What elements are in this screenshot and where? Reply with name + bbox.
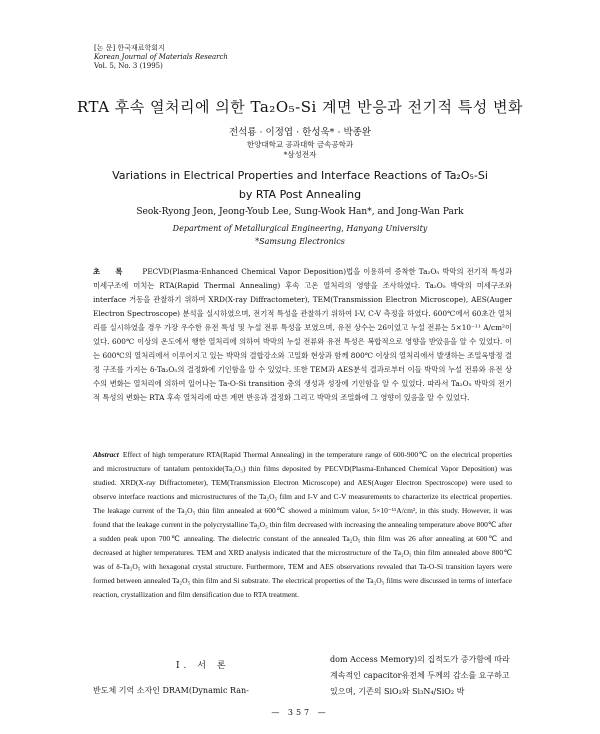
- affiliation-korean: [0, 140, 600, 160]
- abstract-korean-label: 초 록: [93, 267, 129, 276]
- affiliation-english: [0, 222, 600, 248]
- section-heading-introduction: Ⅰ. 서 론: [176, 661, 230, 671]
- abstract-english-label: Abstract: [93, 450, 119, 459]
- title-korean: RTA 후속 열처리에 의한 Ta₂O₅-Si 계면 반응과 전기적 특성 변화: [76, 98, 523, 116]
- authors-korean: 전석룡 · 이정엽 · 한성욱* · 박종완: [228, 127, 372, 138]
- affiliation-korean-line1: 한양대학교 공과대학 금속공학과: [246, 140, 354, 149]
- page-number-text: — 357 —: [271, 708, 329, 717]
- page-number: [0, 708, 600, 717]
- title-english: [0, 166, 600, 204]
- abstract-english-text: Effect of high temperature RTA(Rapid Thermal Annealing) in the temperature range of 600-900℃ on the electrical properties and microstructure of tantalum pentoxide(Ta₂O₅) thin films deposited by PECVD(Plasma-Enhanced Chemical Vapor Deposition) was studied. XRD(X-ray Diffractometer), TEM(Transmission Electron Microscope) and AES(Auger Electron Spectroscope) were used to observe interface reactions and microstructures of the Ta₂O₅ film and I-V and C-V measurements to characterize its electrical properties. The leakage current of the Ta₂O₅ thin film annealed at 600℃ showed a minimum value, 5×10⁻¹¹A/cm², in this study. However, it was found that the leakage current in the polycrystalline Ta₂O₅ thin film decreased with increasing the annealing temperature above 800℃ after a sudden peak upon 700℃ annealing. The dielectric constant of the annealed Ta₂O₅ thin film was 26 after annealing at 600℃ and decreased at higher temperatures. TEM and XRD analysis indicated that the microstructure of the Ta₂O₅ thin film annealed above 800℃ was of δ-Ta₂O₅ with hexagonal crystal structure. Furthermore, TEM and AES observations revealed that Ta-O-Si transition layers were formed between annealed Ta₂O₅ thin film and Si substrate. The electrical properties of the Ta₂O₅ films were discussed in terms of interface reaction, crystallization and film densification due to RTA treatment.: [93, 450, 512, 599]
- body-column-left: 반도체 기억 소자인 DRAM(Dynamic Ran-: [93, 686, 249, 695]
- authors-english: Seok-Ryong Jeon, Jeong-Youb Lee, Sung-Wook Han*, and Jong-Wan Park: [136, 207, 464, 217]
- affiliation-korean-line2: *삼성전자: [283, 150, 317, 159]
- header-line-ko: [논 문] 한국재료학회지: [94, 44, 165, 52]
- title-english-line2: by RTA Post Annealing: [238, 188, 362, 201]
- header-journal-name: Korean Journal of Materials Research: [94, 53, 228, 61]
- journal-header: [94, 44, 228, 71]
- abstract-korean-text: PECVD(Plasma-Enhanced Chemical Vapor Deposition)법을 이용하여 증착한 Ta₂O₅ 박막의 전기적 특성과 미세구조에 미치는 RTA(Rapid Thermal Annealing) 후속 고온 열처리의 영향을 조사하였다. Ta₂O₅ 박막의 미세구조와 interface 거동을 관찰하기 위하여 XRD(X-ray Diffractometer), TEM(Transmission Electron Microscope), AES(Auger Electron Spectroscope) 분석을 실시하였으며, 전기적 특성을 관찰하기 위하여 I-V, C-V 측정을 하였다. 600℃에서 60초간 열처리를 실시하였을 경우 가장 우수한 유전 특성 및 누설 전류 특성을 보였으며, 유전 상수는 26이었고 누설 전류는 5×10⁻¹¹ A/cm²이었다. 600℃ 이상의 온도에서 행한 열처리에 의하여 박막의 누설 전류와 유전 특성은 복합적으로 영향을 받았음을 알 수 있었다. 이는 600℃의 열처리에서 이루어지고 있는 박막의 결합강소와 고밀화 현상과 함께 800℃ 이상의 열처리에서 발생하는 조밀육방정 결정 구조를 가지는 δ-Ta₂O₅의 결정화에 기인함을 알 수 있었다. 또한 TEM과 AES분석 결과로부터 이들 박막의 누설 전류와 유전 상수의 변화는 열처리에 의하여 일어나는 Ta-O-Si transition 층의 생성과 성장에 기인함을 알 수 있었다. 따라서 Ta₂O₅ 박막의 전기적 특성의 변화는 RTA 후속 열처리에 따른 계면 반응과 결정화 그리고 박막의 조밀화에 그 영향이 있음을 알 수 있었다.: [93, 267, 513, 402]
- affiliation-english-line1: Department of Metallurgical Engineering, Hanyang University: [172, 224, 428, 233]
- title-english-line1: Variations in Electrical Properties and Interface Reactions of Ta₂O₅-Si: [112, 169, 488, 182]
- body-column-right: dom Access Memory)의 집적도가 증가함에 따라 계속적인 capacitor유전체 두께의 감소를 요구하고 있으며, 기존의 SiO₂와 Si₃N₄/SiO₂ 박: [330, 655, 510, 696]
- abstract-english: [93, 448, 512, 602]
- affiliation-english-line2: *Samsung Electronics: [255, 237, 345, 246]
- header-volume: Vol. 5, No. 3 (1995): [94, 62, 163, 70]
- abstract-korean: [93, 265, 512, 405]
